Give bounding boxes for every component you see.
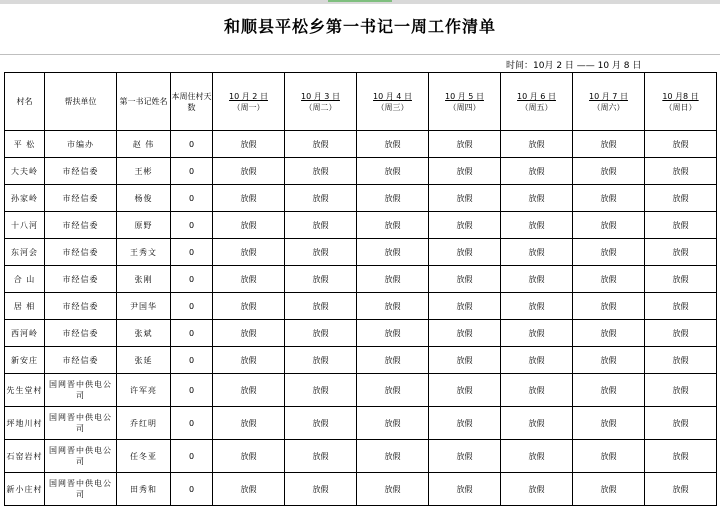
cell-secretary: 王秀文 (117, 239, 171, 266)
title-divider (0, 54, 720, 55)
cell-day-status: 放假 (645, 239, 717, 266)
cell-day-status: 放假 (357, 407, 429, 440)
cell-day-status: 放假 (285, 473, 357, 506)
cell-day-status: 放假 (285, 158, 357, 185)
cell-day-status: 放假 (213, 158, 285, 185)
cell-day-status: 放假 (285, 293, 357, 320)
cell-secretary: 王彬 (117, 158, 171, 185)
cell-days: 0 (171, 347, 213, 374)
header-secretary: 第一书记姓名 (117, 73, 171, 131)
cell-village: 居 相 (5, 293, 45, 320)
cell-day-status: 放假 (429, 473, 501, 506)
cell-day-status: 放假 (501, 158, 573, 185)
cell-day-status: 放假 (573, 293, 645, 320)
cell-day-status: 放假 (573, 266, 645, 293)
cell-day-status: 放假 (213, 473, 285, 506)
cell-secretary: 田秀和 (117, 473, 171, 506)
cell-day-status: 放假 (645, 440, 717, 473)
cell-day-status: 放假 (501, 131, 573, 158)
cell-day-status: 放假 (645, 158, 717, 185)
cell-day-status: 放假 (645, 212, 717, 239)
cell-secretary: 张延 (117, 347, 171, 374)
cell-day-status: 放假 (429, 212, 501, 239)
header-village: 村名 (5, 73, 45, 131)
cell-day-status: 放假 (357, 440, 429, 473)
cell-secretary: 杨俊 (117, 185, 171, 212)
header-weekday: （周四） (448, 102, 481, 112)
cell-day-status: 放假 (501, 407, 573, 440)
header-date: 10 月 4 日 (373, 91, 412, 101)
header-row (5, 73, 717, 131)
cell-secretary: 赵 伟 (117, 131, 171, 158)
cell-days: 0 (171, 185, 213, 212)
cell-unit: 市经信委 (45, 158, 117, 185)
cell-day-status: 放假 (357, 266, 429, 293)
cell-unit: 市编办 (45, 131, 117, 158)
cell-day-status: 放假 (213, 266, 285, 293)
cell-day-status: 放假 (501, 212, 573, 239)
cell-day-status: 放假 (213, 131, 285, 158)
cell-secretary: 任冬亚 (117, 440, 171, 473)
cell-day-status: 放假 (573, 407, 645, 440)
table-row (5, 266, 717, 293)
cell-village: 大夫岭 (5, 158, 45, 185)
header-date: 10 月 2 日 (229, 91, 268, 101)
header-days: 本周住村天数 (171, 73, 213, 131)
cell-days: 0 (171, 320, 213, 347)
header-date: 10 月8 日 (662, 91, 699, 101)
table-row (5, 473, 717, 506)
table-row (5, 131, 717, 158)
cell-unit: 市经信委 (45, 185, 117, 212)
cell-day-status: 放假 (357, 374, 429, 407)
table-row (5, 407, 717, 440)
cell-day-status: 放假 (285, 185, 357, 212)
cell-day-status: 放假 (429, 266, 501, 293)
cell-unit: 国网晋中供电公司 (45, 440, 117, 473)
cell-day-status: 放假 (285, 374, 357, 407)
cell-day-status: 放假 (645, 473, 717, 506)
cell-day-status: 放假 (429, 320, 501, 347)
cell-days: 0 (171, 407, 213, 440)
cell-day-status: 放假 (501, 185, 573, 212)
cell-day-status: 放假 (357, 320, 429, 347)
cell-village: 东河会 (5, 239, 45, 266)
cell-day-status: 放假 (357, 239, 429, 266)
cell-day-status: 放假 (573, 185, 645, 212)
cell-village: 石窑岩村 (5, 440, 45, 473)
cell-day-status: 放假 (357, 185, 429, 212)
cell-day-status: 放假 (429, 374, 501, 407)
header-date: 10 月 5 日 (445, 91, 484, 101)
header-day-2 (285, 73, 357, 131)
cell-day-status: 放假 (213, 374, 285, 407)
header-weekday: （周五） (520, 102, 553, 112)
cell-day-status: 放假 (573, 158, 645, 185)
cell-day-status: 放假 (645, 131, 717, 158)
table-row (5, 212, 717, 239)
cell-day-status: 放假 (357, 158, 429, 185)
cell-day-status: 放假 (285, 320, 357, 347)
cell-day-status: 放假 (357, 473, 429, 506)
cell-village: 新小庄村 (5, 473, 45, 506)
header-day-7 (645, 73, 717, 131)
cell-day-status: 放假 (429, 185, 501, 212)
cell-unit: 市经信委 (45, 239, 117, 266)
cell-day-status: 放假 (429, 407, 501, 440)
header-weekday: （周一） (232, 102, 265, 112)
cell-days: 0 (171, 131, 213, 158)
header-date: 10 月 3 日 (301, 91, 340, 101)
cell-day-status: 放假 (213, 185, 285, 212)
header-weekday: （周日） (664, 102, 697, 112)
cell-days: 0 (171, 212, 213, 239)
cell-day-status: 放假 (357, 131, 429, 158)
cell-day-status: 放假 (573, 440, 645, 473)
cell-secretary: 张斌 (117, 320, 171, 347)
cell-day-status: 放假 (213, 293, 285, 320)
cell-secretary: 尹国华 (117, 293, 171, 320)
cell-day-status: 放假 (429, 239, 501, 266)
cell-days: 0 (171, 374, 213, 407)
header-date: 10 月 6 日 (517, 91, 556, 101)
cell-secretary: 乔红明 (117, 407, 171, 440)
cell-day-status: 放假 (501, 440, 573, 473)
cell-day-status: 放假 (213, 407, 285, 440)
cell-day-status: 放假 (501, 293, 573, 320)
cell-days: 0 (171, 440, 213, 473)
header-day-1 (213, 73, 285, 131)
header-day-4 (429, 73, 501, 131)
cell-day-status: 放假 (213, 239, 285, 266)
cell-day-status: 放假 (501, 266, 573, 293)
header-weekday: （周二） (304, 102, 337, 112)
table-row (5, 293, 717, 320)
cell-day-status: 放假 (357, 212, 429, 239)
table-row (5, 239, 717, 266)
header-weekday: （周六） (592, 102, 625, 112)
cell-unit: 市经信委 (45, 212, 117, 239)
table-row (5, 440, 717, 473)
cell-day-status: 放假 (429, 440, 501, 473)
cell-day-status: 放假 (573, 131, 645, 158)
cell-day-status: 放假 (573, 347, 645, 374)
cell-village: 平 松 (5, 131, 45, 158)
cell-day-status: 放假 (573, 320, 645, 347)
selection-marker (328, 0, 392, 2)
header-unit: 帮扶单位 (45, 73, 117, 131)
table-row (5, 158, 717, 185)
cell-unit: 市经信委 (45, 347, 117, 374)
cell-village: 孙家岭 (5, 185, 45, 212)
cell-day-status: 放假 (645, 347, 717, 374)
cell-day-status: 放假 (573, 212, 645, 239)
table-row (5, 347, 717, 374)
cell-day-status: 放假 (645, 293, 717, 320)
cell-day-status: 放假 (285, 131, 357, 158)
cell-day-status: 放假 (429, 131, 501, 158)
cell-day-status: 放假 (285, 212, 357, 239)
cell-unit: 市经信委 (45, 293, 117, 320)
cell-day-status: 放假 (645, 185, 717, 212)
cell-secretary: 张刚 (117, 266, 171, 293)
header-date: 10 月 7 日 (589, 91, 628, 101)
cell-day-status: 放假 (285, 347, 357, 374)
cell-day-status: 放假 (501, 239, 573, 266)
cell-day-status: 放假 (501, 374, 573, 407)
table-row (5, 320, 717, 347)
cell-day-status: 放假 (213, 320, 285, 347)
cell-village: 十八河 (5, 212, 45, 239)
cell-unit: 国网晋中供电公司 (45, 473, 117, 506)
cell-unit: 国网晋中供电公司 (45, 374, 117, 407)
cell-day-status: 放假 (357, 293, 429, 320)
table-row (5, 185, 717, 212)
cell-village: 西河岭 (5, 320, 45, 347)
cell-day-status: 放假 (501, 320, 573, 347)
cell-day-status: 放假 (645, 374, 717, 407)
cell-day-status: 放假 (285, 266, 357, 293)
cell-village: 先生堂村 (5, 374, 45, 407)
cell-secretary: 原野 (117, 212, 171, 239)
cell-secretary: 许军亮 (117, 374, 171, 407)
cell-day-status: 放假 (285, 440, 357, 473)
cell-days: 0 (171, 158, 213, 185)
cell-day-status: 放假 (573, 374, 645, 407)
cell-unit: 市经信委 (45, 320, 117, 347)
work-list-table (4, 72, 717, 506)
cell-village: 坪地川村 (5, 407, 45, 440)
page-title: 和顺县平松乡第一书记一周工作清单 (223, 17, 496, 36)
cell-day-status: 放假 (429, 293, 501, 320)
header-day-5 (501, 73, 573, 131)
cell-day-status: 放假 (357, 347, 429, 374)
cell-day-status: 放假 (213, 347, 285, 374)
cell-village: 新安庄 (5, 347, 45, 374)
date-range: 时间：10月 2 日 —— 10 月 8 日 (506, 61, 642, 71)
cell-day-status: 放假 (501, 473, 573, 506)
cell-unit: 市经信委 (45, 266, 117, 293)
cell-day-status: 放假 (285, 239, 357, 266)
cell-day-status: 放假 (285, 407, 357, 440)
table-row (5, 374, 717, 407)
header-day-6 (573, 73, 645, 131)
cell-days: 0 (171, 266, 213, 293)
cell-day-status: 放假 (645, 407, 717, 440)
cell-day-status: 放假 (645, 320, 717, 347)
cell-day-status: 放假 (213, 440, 285, 473)
cell-day-status: 放假 (429, 347, 501, 374)
cell-days: 0 (171, 293, 213, 320)
cell-day-status: 放假 (645, 266, 717, 293)
cell-days: 0 (171, 473, 213, 506)
cell-unit: 国网晋中供电公司 (45, 407, 117, 440)
cell-day-status: 放假 (501, 347, 573, 374)
cell-days: 0 (171, 239, 213, 266)
cell-village: 合 山 (5, 266, 45, 293)
cell-day-status: 放假 (429, 158, 501, 185)
header-day-3 (357, 73, 429, 131)
cell-day-status: 放假 (213, 212, 285, 239)
cell-day-status: 放假 (573, 239, 645, 266)
header-weekday: （周三） (376, 102, 409, 112)
cell-day-status: 放假 (573, 473, 645, 506)
